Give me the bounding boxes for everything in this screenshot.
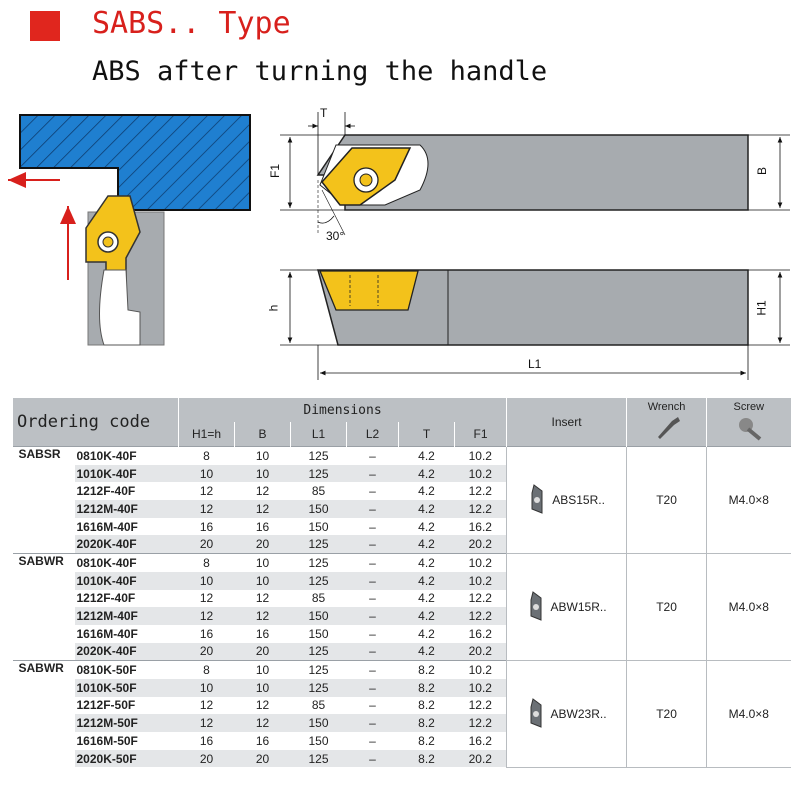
cell-f1: 20.2: [455, 535, 507, 553]
cell-f1: 10.2: [455, 447, 507, 465]
cell-f1: 16.2: [468, 626, 492, 641]
cell-l2: –: [347, 447, 399, 465]
cell-f1: 10.2: [455, 572, 507, 590]
cell-t: 4.2: [399, 500, 455, 518]
cell-b: 10: [235, 465, 291, 483]
cell-t: 4.2: [399, 554, 455, 572]
cell-t: 8.2: [418, 733, 435, 748]
cell-l2: –: [347, 535, 399, 553]
cell-b: 12: [235, 500, 291, 518]
cell-h: 16: [199, 626, 214, 641]
cell-h: 20: [179, 535, 235, 553]
cell-f1: 12.2: [455, 607, 507, 625]
ordering-code: 0810K-50F: [75, 661, 179, 679]
cell-l1: 150: [291, 714, 347, 732]
insert-cell: [507, 661, 627, 768]
ordering-code: 2020K-40F: [75, 535, 179, 553]
cell-t: 4.2: [399, 465, 455, 483]
cell-l1: 125: [291, 750, 347, 768]
page-subtitle: ABS after turning the handle: [92, 56, 548, 87]
spec-table: [12, 398, 791, 768]
ordering-code: 0810K-40F: [75, 554, 179, 572]
cell-l1: 150: [291, 607, 347, 625]
page-title: SABS.. Type: [92, 6, 291, 41]
dim-col-header: L2: [347, 422, 399, 447]
cell-h: 8: [179, 447, 235, 465]
cell-h: 8: [179, 554, 235, 572]
cell-b: 12: [255, 591, 270, 606]
dim-col-header: H1=h: [179, 422, 235, 447]
cell-t: 8.2: [399, 679, 455, 697]
cell-t: 4.2: [399, 572, 455, 590]
cell-l1: 125: [291, 661, 347, 679]
cell-h: 10: [179, 465, 235, 483]
cell-b: 10: [235, 554, 291, 572]
cell-l1: 125: [291, 572, 347, 590]
ordering-code: 1212M-50F: [75, 714, 179, 732]
screw-value: M4.0×8: [707, 447, 791, 554]
screw-header: [707, 398, 791, 447]
cell-l1: 150: [308, 733, 329, 748]
cell-l1: 85: [311, 591, 326, 606]
wrench-value: T20: [627, 661, 707, 768]
cell-t: 4.2: [418, 626, 435, 641]
cell-t: 4.2: [399, 643, 455, 661]
cell-l1: 150: [291, 500, 347, 518]
dim-label-f1: F1: [268, 163, 283, 179]
ordering-code: 1212M-40F: [75, 500, 179, 518]
cell-l2: –: [369, 626, 376, 641]
cell-f1: 12.2: [468, 484, 492, 499]
cell-t: 8.2: [399, 750, 455, 768]
table-row: [13, 447, 791, 465]
ordering-code: 1212F-40F: [76, 591, 136, 606]
cell-l2: –: [347, 714, 399, 732]
cell-l1: 85: [311, 698, 326, 713]
cell-f1: 10.2: [455, 679, 507, 697]
cell-f1: 20.2: [455, 750, 507, 768]
insert-code: ABW23R..: [550, 707, 607, 722]
dim-label-h: h: [266, 304, 281, 312]
dim-label-l1: L1: [528, 357, 542, 371]
cell-l2: –: [347, 500, 399, 518]
cell-l2: –: [347, 572, 399, 590]
cell-l2: –: [347, 554, 399, 572]
cell-b: 20: [235, 535, 291, 553]
dim-col-header: T: [399, 422, 455, 447]
cell-f1: 12.2: [468, 698, 492, 713]
ordering-code: 0810K-40F: [75, 447, 179, 465]
cell-f1: 10.2: [455, 465, 507, 483]
insert-icon: [527, 697, 545, 731]
cell-h: 12: [199, 484, 214, 499]
insert-info: [507, 590, 626, 624]
cell-b: 12: [235, 607, 291, 625]
cell-l1: 150: [308, 519, 329, 534]
ordering-code: 1212F-40F: [76, 484, 136, 499]
ordering-code: 2020K-50F: [75, 750, 179, 768]
cell-l2: –: [369, 519, 376, 534]
insert-code: ABS15R..: [552, 493, 605, 508]
wrench-header-label: Wrench: [647, 400, 686, 413]
cell-b: 12: [255, 484, 270, 499]
cell-f1: 20.2: [455, 643, 507, 661]
cell-l1: 125: [291, 554, 347, 572]
insert-icon: [527, 590, 545, 624]
tool-top-view: [280, 112, 790, 235]
cell-h: 12: [179, 607, 235, 625]
cell-l1: 125: [291, 465, 347, 483]
cell-b: 20: [235, 643, 291, 661]
cell-f1: 10.2: [455, 554, 507, 572]
cell-b: 10: [235, 572, 291, 590]
screw-value: M4.0×8: [707, 661, 791, 768]
cell-l2: –: [347, 661, 399, 679]
cell-l2: –: [347, 750, 399, 768]
cell-f1: 16.2: [468, 519, 492, 534]
cell-t: 4.2: [399, 535, 455, 553]
cell-h: 20: [179, 643, 235, 661]
cell-l1: 150: [308, 626, 329, 641]
insert-info: [507, 697, 626, 731]
cell-t: 8.2: [399, 714, 455, 732]
ordering-code: 1010K-40F: [75, 572, 179, 590]
cell-h: 12: [179, 500, 235, 518]
insert-header: Insert: [507, 398, 627, 447]
cell-h: 16: [199, 733, 214, 748]
dim-label-h1: H1: [754, 300, 769, 316]
ordering-code: 1616M-40F: [76, 626, 138, 641]
dimensions-header: Dimensions: [179, 398, 507, 422]
cell-l1: 125: [291, 643, 347, 661]
insert-icon: [528, 483, 546, 517]
cell-l2: –: [369, 733, 376, 748]
ordering-code: 1616M-40F: [76, 519, 138, 534]
cell-l2: –: [347, 465, 399, 483]
cell-t: 4.2: [399, 447, 455, 465]
cell-l2: –: [369, 591, 376, 606]
cell-b: 10: [235, 447, 291, 465]
cell-b: 10: [235, 679, 291, 697]
cell-f1: 12.2: [468, 591, 492, 606]
workpiece-diagram: [8, 115, 250, 345]
cell-h: 10: [179, 572, 235, 590]
table-row: [13, 554, 791, 572]
cell-h: 8: [179, 661, 235, 679]
cell-l2: –: [369, 484, 376, 499]
ordering-code: 2020K-40F: [75, 643, 179, 661]
cell-l2: –: [347, 643, 399, 661]
cell-f1: 16.2: [468, 733, 492, 748]
wrench-value: T20: [627, 554, 707, 661]
cell-h: 10: [179, 679, 235, 697]
screw-value: M4.0×8: [707, 554, 791, 661]
group-name: SABSR: [13, 447, 75, 554]
cell-b: 20: [235, 750, 291, 768]
cell-b: 16: [255, 626, 270, 641]
cell-f1: 12.2: [455, 714, 507, 732]
dim-label-b: B: [755, 166, 770, 176]
cell-t: 4.2: [399, 607, 455, 625]
insert-cell: [507, 554, 627, 661]
ordering-code: 1010K-40F: [75, 465, 179, 483]
wrench-icon: [652, 413, 682, 441]
ordering-code-header: Ordering code: [13, 398, 179, 447]
ordering-code: 1212F-50F: [76, 698, 136, 713]
dim-col-header: B: [235, 422, 291, 447]
wrench-value: T20: [627, 447, 707, 554]
cell-t: 4.2: [418, 519, 435, 534]
ordering-code: 1010K-50F: [75, 679, 179, 697]
group-name: SABWR: [13, 554, 75, 661]
cell-b: 12: [255, 698, 270, 713]
wrench-header: [627, 398, 707, 447]
cell-t: 8.2: [418, 698, 435, 713]
workpiece-block: [20, 115, 250, 210]
table-row: [13, 661, 791, 679]
cell-b: 16: [255, 519, 270, 534]
ordering-code: 1616M-50F: [76, 733, 138, 748]
cell-h: 20: [179, 750, 235, 768]
cell-l1: 125: [291, 535, 347, 553]
cell-l1: 125: [291, 447, 347, 465]
cell-h: 16: [199, 519, 214, 534]
cell-l2: –: [369, 698, 376, 713]
cell-l1: 125: [291, 679, 347, 697]
dim-label-t: T: [320, 106, 328, 120]
cell-b: 12: [235, 714, 291, 732]
cell-t: 4.2: [418, 484, 435, 499]
dim-col-header: L1: [291, 422, 347, 447]
cell-t: 8.2: [399, 661, 455, 679]
cell-l2: –: [347, 607, 399, 625]
cell-h: 12: [199, 591, 214, 606]
cell-b: 10: [235, 661, 291, 679]
cell-f1: 12.2: [455, 500, 507, 518]
dim-col-header: F1: [455, 422, 507, 447]
cell-t: 4.2: [418, 591, 435, 606]
cell-b: 16: [255, 733, 270, 748]
cell-h: 12: [199, 698, 214, 713]
cell-l1: 85: [311, 484, 326, 499]
ordering-code: 1212M-40F: [75, 607, 179, 625]
dim-label-angle: 30°: [326, 229, 345, 243]
screw-header-label: Screw: [733, 400, 765, 413]
insert-code: ABW15R..: [550, 600, 607, 615]
insert-side: [320, 271, 418, 310]
insert-info: [507, 483, 626, 517]
group-name: SABWR: [13, 661, 75, 768]
cell-h: 12: [179, 714, 235, 732]
screw-icon: [734, 413, 764, 441]
cell-f1: 10.2: [455, 661, 507, 679]
cell-l2: –: [347, 679, 399, 697]
insert-cell: [507, 447, 627, 554]
